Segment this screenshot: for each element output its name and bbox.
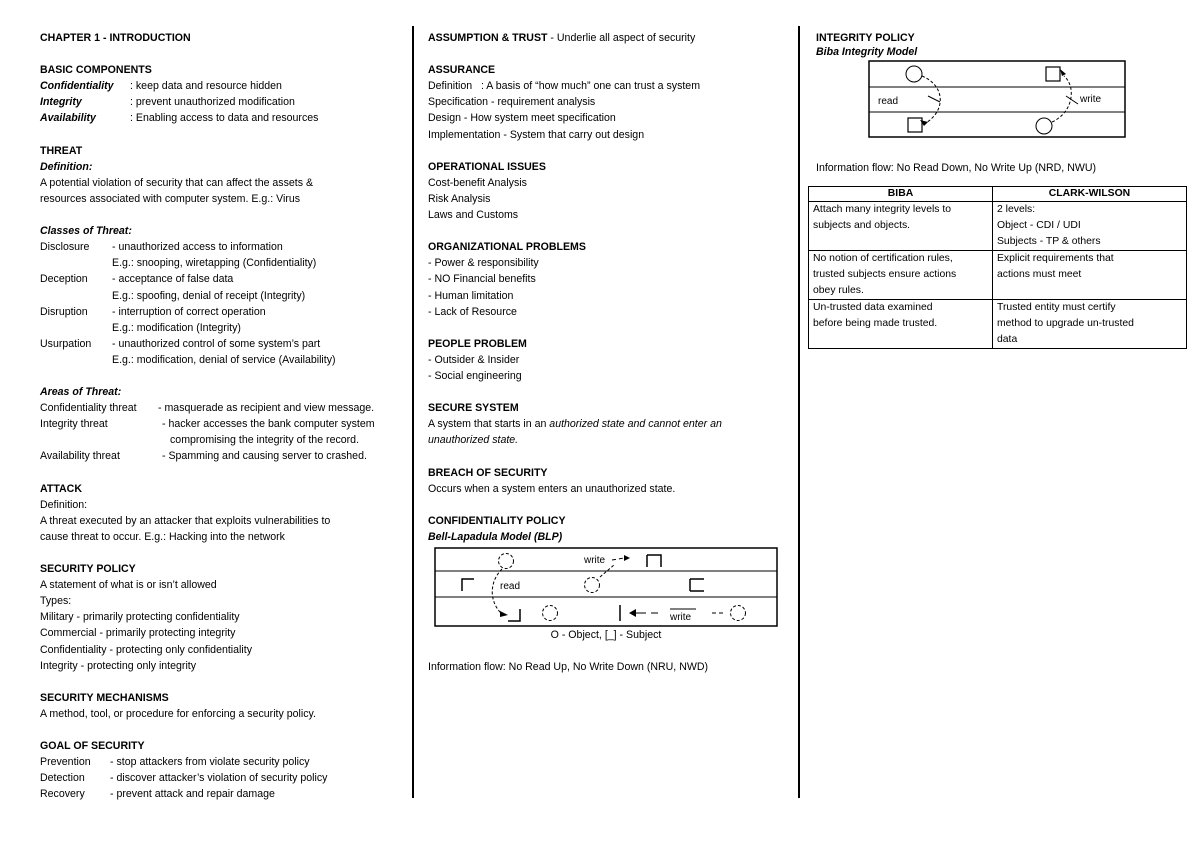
security-policy-line: Confidentiality - protecting only confidentiality (40, 643, 252, 656)
cell-line: before being made trusted. (813, 318, 938, 330)
threat-definition-label: Definition: (40, 160, 93, 173)
assumption-heading: ASSUMPTION & TRUST (428, 32, 548, 44)
threat-area-row (40, 400, 400, 416)
column-divider (412, 26, 414, 798)
security-policy-line: A statement of what is or isn’t allowed (40, 579, 217, 592)
blp-caption: O - Object, [_] - Subject (550, 629, 662, 641)
threat-class-row (40, 271, 400, 287)
breach-heading: BREACH OF SECURITY (428, 466, 548, 479)
table-cell-clark-wilson (993, 300, 1187, 349)
basic-item (40, 110, 400, 126)
operational-line: Cost-benefit Analysis (428, 176, 527, 189)
organizational-line: - Lack of Resource (428, 305, 517, 318)
biba-read-label: read (878, 96, 899, 108)
assurance-line: Design - How system meet specification (428, 112, 616, 125)
basic-item (40, 94, 400, 110)
security-policy-line: Commercial - primarily protecting integrity (40, 627, 236, 640)
threat-area-row (40, 448, 400, 464)
operational-heading: OPERATIONAL ISSUES (428, 160, 546, 173)
threat-area-desc-cont: compromising the integrity of the record. (170, 434, 360, 447)
goal-row (40, 770, 400, 786)
classes-of-threat-label: Classes of Threat: (40, 225, 132, 238)
people-line: - Social engineering (428, 369, 522, 382)
threat-class-example: E.g.: modification (Integrity) (112, 321, 241, 334)
threat-class-example: E.g.: snooping, wiretapping (Confidentiality) (112, 257, 317, 270)
attack-line: cause threat to occur. E.g.: Hacking into the network (40, 530, 285, 543)
assumption-line (428, 30, 788, 46)
organizational-line: - NO Financial benefits (428, 273, 536, 286)
table-header-row (809, 187, 1187, 202)
threat-class-desc: - interruption of correct operation (112, 305, 266, 318)
goal-heading: GOAL OF SECURITY (40, 740, 145, 753)
operational-line: Risk Analysis (428, 192, 491, 205)
column-2 (428, 30, 788, 675)
secure-system-heading: SECURE SYSTEM (428, 402, 519, 415)
assurance-heading: ASSURANCE (428, 64, 496, 77)
basic-term: Availability (40, 112, 96, 125)
cell-line: Object - CDI / UDI (997, 220, 1081, 232)
secure-system-line (428, 416, 788, 432)
integrity-policy-heading: INTEGRITY POLICY (816, 32, 915, 44)
assumption-text: - Underlie all aspect of security (547, 32, 696, 44)
column-1 (40, 30, 400, 803)
blp-diagram-svg (434, 547, 778, 629)
threat-heading: THREAT (40, 144, 83, 157)
organizational-line: - Power & responsibility (428, 257, 539, 270)
threat-definition-line: A potential violation of security that can affect the assets & (40, 176, 314, 189)
cell-line: 2 levels: (997, 204, 1036, 216)
table-header-biba: BIBA (809, 187, 993, 202)
blp-write-bottom-label: write (670, 612, 692, 623)
security-mechanisms-line: A method, tool, or procedure for enforcing a security policy. (40, 707, 316, 720)
basic-desc: : prevent unauthorized modification (130, 96, 295, 109)
threat-area-name: Integrity threat (40, 418, 108, 431)
blp-information-flow: Information flow: No Read Up, No Write Down (NRU, NWD) (428, 661, 709, 674)
areas-of-threat-label: Areas of Threat: (40, 386, 122, 399)
goal-name: Recovery (40, 788, 85, 801)
goal-desc: - prevent attack and repair damage (110, 788, 275, 801)
threat-area-desc: - hacker accesses the bank computer system (162, 418, 375, 431)
threat-class-name: Usurpation (40, 337, 92, 350)
security-policy-heading: SECURITY POLICY (40, 563, 136, 576)
threat-class-name: Deception (40, 273, 88, 286)
security-policy-line: Integrity - protecting only integrity (40, 659, 197, 672)
table-cell-biba (809, 300, 993, 349)
cell-line: trusted subjects ensure actions (813, 269, 957, 281)
biba-information-flow: Information flow: No Read Down, No Write Up (NRD, NWU) (816, 162, 1097, 175)
confidentiality-policy-heading: CONFIDENTIALITY POLICY (428, 514, 566, 527)
threat-class-name: Disclosure (40, 241, 90, 254)
biba-diagram (868, 60, 1126, 140)
threat-area-name: Availability threat (40, 450, 120, 463)
table-row (809, 251, 1187, 300)
assurance-line: Definition : A basis of “how much” one can trust a system (428, 80, 701, 93)
secure-system-italic: authorized state and cannot enter an (549, 418, 722, 431)
people-line: - Outsider & Insider (428, 353, 520, 366)
biba-model-title: Biba Integrity Model (816, 46, 918, 59)
basic-components-heading: BASIC COMPONENTS (40, 64, 152, 77)
blp-write-top-label: write (584, 555, 606, 566)
basic-item (40, 78, 400, 94)
cell-line: Explicit requirements that (997, 253, 1114, 265)
blp-model-title: Bell-Lapadula Model (BLP) (428, 530, 563, 543)
cell-line: method to upgrade un-trusted (997, 318, 1134, 330)
assurance-line: Implementation - System that carry out design (428, 128, 645, 141)
threat-area-desc: - masquerade as recipient and view message. (158, 402, 375, 415)
threat-class-desc: - acceptance of false data (112, 273, 234, 286)
goal-row (40, 754, 400, 770)
chapter-title: CHAPTER 1 - INTRODUCTION (40, 32, 191, 44)
goal-row (40, 786, 400, 802)
threat-definition-line: resources associated with computer system. E.g.: Virus (40, 192, 301, 205)
goal-desc: - discover attacker’s violation of security policy (110, 772, 328, 785)
biba-write-label: write (1080, 94, 1102, 106)
cell-line: actions must meet (997, 269, 1082, 281)
cell-line: Trusted entity must certify (997, 302, 1116, 314)
table-row (809, 300, 1187, 349)
threat-area-name: Confidentiality threat (40, 402, 137, 415)
threat-class-example: E.g.: modification, denial of service (Availability) (112, 353, 336, 366)
cell-line: obey rules. (813, 285, 864, 297)
secure-system-line-2: unauthorized state. (428, 434, 519, 447)
cell-line: Subjects - TP & others (997, 236, 1101, 248)
secure-system-plain: A system that starts in an (428, 418, 550, 431)
table-row (809, 202, 1187, 251)
table-header-clark-wilson: CLARK-WILSON (993, 187, 1187, 202)
cell-line: subjects and objects. (813, 220, 911, 232)
threat-area-row (40, 416, 400, 432)
people-heading: PEOPLE PROBLEM (428, 337, 527, 350)
organizational-heading: ORGANIZATIONAL PROBLEMS (428, 241, 586, 254)
column-divider (798, 26, 800, 798)
security-mechanisms-heading: SECURITY MECHANISMS (40, 691, 169, 704)
security-policy-line: Types: (40, 595, 72, 608)
cell-line: data (997, 334, 1018, 346)
threat-class-desc: - unauthorized access to information (112, 241, 283, 254)
threat-class-name: Disruption (40, 305, 88, 318)
blp-diagram (434, 547, 778, 629)
organizational-line: - Human limitation (428, 289, 514, 302)
basic-desc: : keep data and resource hidden (130, 80, 282, 93)
blp-read-label: read (500, 581, 521, 592)
table-cell-biba (809, 202, 993, 251)
table-cell-biba (809, 251, 993, 300)
attack-heading: ATTACK (40, 482, 82, 495)
column-3 (813, 30, 1186, 349)
goal-name: Prevention (40, 756, 91, 769)
attack-line: A threat executed by an attacker that exploits vulnerabilities to (40, 514, 331, 527)
cell-line: No notion of certification rules, (813, 253, 953, 265)
threat-class-example: E.g.: spoofing, denial of receipt (Integrity) (112, 289, 306, 302)
threat-class-desc: - unauthorized control of some system’s part (112, 337, 321, 350)
threat-class-row (40, 239, 400, 255)
threat-class-row (40, 304, 400, 320)
goal-name: Detection (40, 772, 85, 785)
table-cell-clark-wilson (993, 202, 1187, 251)
table-cell-clark-wilson (993, 251, 1187, 300)
assurance-line: Specification - requirement analysis (428, 96, 596, 109)
cell-line: Un-trusted data examined (813, 302, 933, 314)
attack-definition-label: Definition: (40, 498, 88, 511)
basic-desc: : Enabling access to data and resources (130, 112, 319, 125)
threat-class-row (40, 336, 400, 352)
basic-term: Integrity (40, 96, 82, 109)
breach-line: Occurs when a system enters an unauthorized state. (428, 482, 676, 495)
cell-line: Attach many integrity levels to (813, 204, 952, 216)
biba-diagram-svg (868, 60, 1126, 140)
biba-clark-wilson-table (808, 186, 1187, 349)
operational-line: Laws and Customs (428, 209, 519, 222)
goal-desc: - stop attackers from violate security policy (110, 756, 310, 769)
basic-term: Confidentiality (40, 80, 114, 93)
threat-area-desc: - Spamming and causing server to crashed. (162, 450, 367, 463)
security-policy-line: Military - primarily protecting confidentiality (40, 611, 240, 624)
